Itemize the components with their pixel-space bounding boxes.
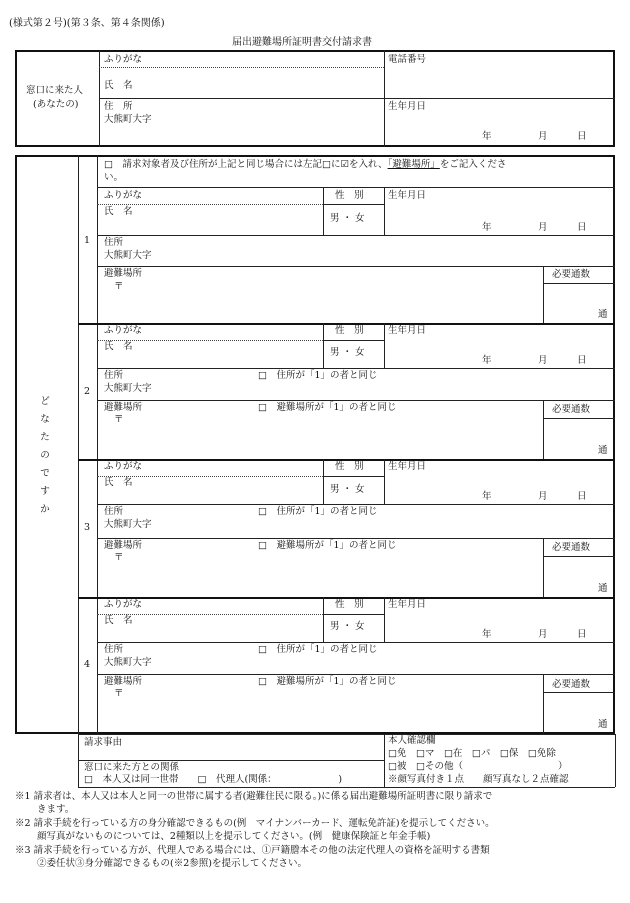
- p3-shelter-label: 避難場所: [104, 540, 143, 551]
- p2-gender-options[interactable]: 男 ・ 女: [330, 347, 365, 358]
- requester-birth-month[interactable]: 月: [538, 131, 548, 142]
- p4-gender-label: 性 別: [335, 599, 364, 610]
- p3-birth-day[interactable]: 日: [577, 491, 587, 502]
- p2-shelter-label: 避難場所: [104, 402, 143, 413]
- id-check-label: 本人確認欄: [388, 735, 436, 746]
- p4-shelter-label: 避難場所: [104, 676, 143, 687]
- instruction-cont: い。: [104, 172, 124, 183]
- requester-address-label: 住 所: [104, 101, 133, 112]
- p1-copies-unit[interactable]: 通: [598, 309, 608, 320]
- page-title: 届出避難場所証明書交付請求書: [232, 37, 372, 48]
- p1-birth-month[interactable]: 月: [538, 222, 548, 233]
- person-number-2: 2: [84, 386, 91, 397]
- id-check-options-1[interactable]: □免 □マ □在 □パ □保 □免除: [388, 748, 556, 759]
- p2-copies-unit[interactable]: 通: [598, 445, 608, 456]
- p3-birth-month[interactable]: 月: [538, 491, 548, 502]
- p1-birth-year[interactable]: 年: [482, 222, 492, 233]
- p2-birth-year[interactable]: 年: [482, 355, 492, 366]
- p3-address-label: 住所: [104, 506, 124, 517]
- p4-furigana-field[interactable]: ふりがな: [104, 599, 143, 610]
- p3-birth-year[interactable]: 年: [482, 491, 492, 502]
- p3-gender-label: 性 別: [335, 461, 364, 472]
- id-check-options-2[interactable]: □被 □その他（ ）: [388, 761, 568, 772]
- p2-gender-label: 性 別: [335, 325, 364, 336]
- p2-birth-day[interactable]: 日: [577, 355, 587, 366]
- requester-phone-field[interactable]: 電話番号: [388, 54, 427, 65]
- p3-postal-field[interactable]: 〒: [114, 552, 124, 563]
- same-as-above-checkbox[interactable]: □ 請求対象者及び住所が上記と同じ場合には左記□に☑を入れ、「避難場所」をご記入くださ: [104, 159, 507, 170]
- requester-birth-day[interactable]: 日: [577, 131, 587, 142]
- p3-same-address-checkbox[interactable]: □ 住所が「1」の者と同じ: [258, 506, 378, 517]
- p3-birth-label: 生年月日: [388, 461, 427, 472]
- p4-birth-day[interactable]: 日: [577, 629, 587, 640]
- p1-shelter-label: 避難場所: [104, 268, 143, 279]
- person-number-3: 3: [84, 522, 91, 533]
- p4-same-address-checkbox[interactable]: □ 住所が「1」の者と同じ: [258, 644, 378, 655]
- person-number-1: 1: [84, 235, 91, 246]
- requester-furigana-field[interactable]: ふりがな: [104, 54, 143, 65]
- requester-label-sub: (あなたの): [33, 99, 79, 110]
- p4-birth-month[interactable]: 月: [538, 629, 548, 640]
- note-2-cont: 顔写真がないものについては、2種類以上を提示してください。(例 健康保険証と年金手帳): [15, 831, 431, 842]
- relation-options[interactable]: □ 本人又は同一世帯 □ 代理人(関係： ): [84, 774, 343, 785]
- requester-address-field[interactable]: 大熊町大字: [104, 114, 152, 125]
- p4-address-field[interactable]: 大熊町大字: [104, 657, 152, 668]
- id-check-note: ※顔写真付き１点 顔写真なし２点確認: [388, 774, 569, 785]
- p1-copies-label: 必要通数: [552, 269, 591, 280]
- form-number-label: (様式第２号)(第３条、第４条関係): [9, 18, 165, 29]
- note-3: ※3 請求手続を行っている方が、代理人である場合には、①戸籍謄本その他の法定代理人の資格を証明する書類: [15, 845, 490, 856]
- note-1: ※1 請求者は、本人又は本人と同一の世帯に属する者(避難住民に限る。)に係る届出避難場所証明書に限り請求で: [15, 791, 493, 802]
- p4-gender-options[interactable]: 男 ・ 女: [330, 621, 365, 632]
- relation-label: 窓口に来た方との関係: [84, 762, 180, 773]
- p4-copies-unit[interactable]: 通: [598, 719, 608, 730]
- p3-name-field[interactable]: 氏 名: [104, 477, 133, 488]
- p2-copies-label: 必要通数: [552, 404, 591, 415]
- p3-furigana-field[interactable]: ふりがな: [104, 461, 143, 472]
- p2-birth-label: 生年月日: [388, 325, 427, 336]
- p1-postal-field[interactable]: 〒: [114, 281, 124, 292]
- p4-postal-field[interactable]: 〒: [114, 688, 124, 699]
- note-2: ※2 請求手続を行っている方の身分確認できるもの(例 マイナンバーカード、運転免許証)を提示してください。: [15, 818, 495, 829]
- requester-birth-year[interactable]: 年: [482, 131, 492, 142]
- person-number-4: 4: [84, 659, 91, 670]
- p4-birth-label: 生年月日: [388, 599, 427, 610]
- p3-same-shelter-checkbox[interactable]: □ 避難場所が「1」の者と同じ: [258, 540, 397, 551]
- vertical-label-who: ど な た の で す か: [40, 396, 50, 516]
- p2-name-field[interactable]: 氏 名: [104, 341, 133, 352]
- p1-address-field[interactable]: 大熊町大字: [104, 250, 152, 261]
- p4-birth-year[interactable]: 年: [482, 629, 492, 640]
- p3-gender-options[interactable]: 男 ・ 女: [330, 484, 365, 495]
- p4-same-shelter-checkbox[interactable]: □ 避難場所が「1」の者と同じ: [258, 676, 397, 687]
- note-3-cont: ②委任状③身分確認できるもの(※2参照)を提示してください。: [15, 858, 307, 869]
- p3-address-field[interactable]: 大熊町大字: [104, 519, 152, 530]
- requester-birth-label: 生年月日: [388, 101, 427, 112]
- request-reason-field[interactable]: 請求事由: [84, 737, 123, 748]
- requester-label: 窓口に来た人: [26, 85, 84, 96]
- p4-address-label: 住所: [104, 644, 124, 655]
- p1-address-label: 住所: [104, 237, 124, 248]
- p2-same-shelter-checkbox[interactable]: □ 避難場所が「1」の者と同じ: [258, 402, 397, 413]
- p3-copies-label: 必要通数: [552, 542, 591, 553]
- requester-name-field[interactable]: 氏 名: [104, 80, 133, 91]
- p1-gender-options[interactable]: 男 ・ 女: [330, 213, 365, 224]
- p1-furigana-field[interactable]: ふりがな: [104, 190, 143, 201]
- p2-furigana-field[interactable]: ふりがな: [104, 325, 143, 336]
- p1-birth-day[interactable]: 日: [577, 222, 587, 233]
- p2-same-address-checkbox[interactable]: □ 住所が「1」の者と同じ: [258, 370, 378, 381]
- p2-address-field[interactable]: 大熊町大字: [104, 383, 152, 394]
- p4-copies-label: 必要通数: [552, 679, 591, 690]
- p3-copies-unit[interactable]: 通: [598, 583, 608, 594]
- p2-birth-month[interactable]: 月: [538, 355, 548, 366]
- p1-name-field[interactable]: 氏 名: [104, 206, 133, 217]
- p1-gender-label: 性 別: [335, 190, 364, 201]
- p2-postal-field[interactable]: 〒: [114, 414, 124, 425]
- p1-birth-label: 生年月日: [388, 190, 427, 201]
- note-1-cont: きます。: [15, 804, 75, 815]
- p4-name-field[interactable]: 氏 名: [104, 615, 133, 626]
- p2-address-label: 住所: [104, 370, 124, 381]
